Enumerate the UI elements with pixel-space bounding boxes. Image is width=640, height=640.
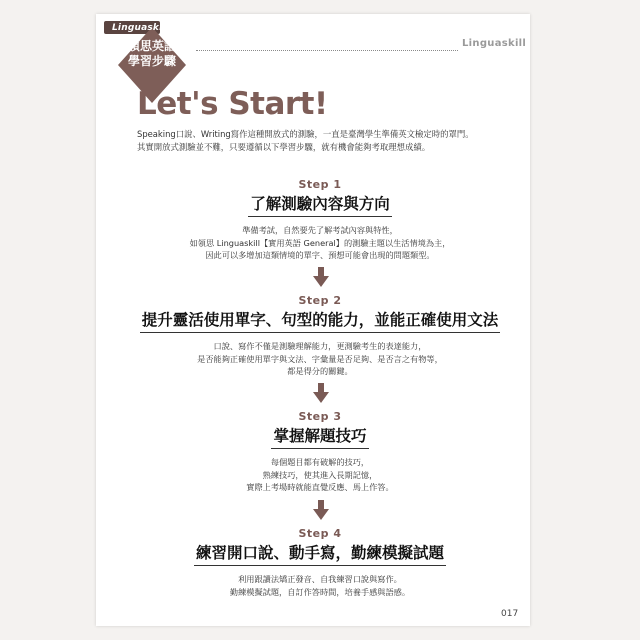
step-line: 是否能夠正確使用單字與文法、字彙量是否足夠、是否言之有物等， xyxy=(197,353,443,364)
step-line: 因此可以多增加這類情境的單字、預想可能會出現的問題類型。 xyxy=(205,250,435,261)
step-description xyxy=(110,340,530,378)
arrow-down-icon xyxy=(313,383,329,403)
step-heading: 提升靈活使用單字、句型的能力，並能正確使用文法 xyxy=(140,308,501,333)
step-3 xyxy=(110,410,530,494)
step-description xyxy=(110,573,530,598)
step-line: 勤練模擬試題，自訂作答時間，培養手感與語感。 xyxy=(229,586,411,597)
step-line: 口說、寫作不僅是測驗理解能力，更測驗考生的表達能力， xyxy=(213,341,427,351)
step-label: Step 2 xyxy=(298,294,342,307)
arrow-down-icon xyxy=(313,267,329,287)
badge-section-title xyxy=(127,39,177,69)
page-number: 017 xyxy=(501,609,519,619)
step-2 xyxy=(110,294,530,378)
step-description xyxy=(110,456,530,494)
step-1 xyxy=(110,178,530,262)
step-description xyxy=(110,224,530,262)
intro-line-2: 其實開放式測驗並不難，只要遵循以下學習步驟，就有機會能夠考取理想成績。 xyxy=(137,142,431,152)
badge-title-line-1: 領思英語 xyxy=(127,39,176,53)
step-heading: 了解測驗內容與方向 xyxy=(248,192,392,217)
step-line: 實際上考場時就能直覺反應、馬上作答。 xyxy=(246,482,394,493)
step-label: Step 1 xyxy=(298,178,342,191)
step-line: 熟練技巧，使其進入長期記憶， xyxy=(262,469,378,480)
step-4 xyxy=(110,527,530,598)
step-heading: 掌握解題技巧 xyxy=(271,424,368,449)
page-title: Let's Start! xyxy=(137,86,328,122)
step-label: Step 3 xyxy=(298,410,342,423)
step-line: 如領思 Linguaskill【實用英語 General】的測驗主題以生活情境為主， xyxy=(189,237,451,248)
badge-title-line-2: 學習步驟 xyxy=(127,54,176,68)
step-line: 準備考試，自然要先了解考試內容與特性， xyxy=(242,225,398,235)
step-heading: 練習開口說、動手寫，勤練模擬試題 xyxy=(194,541,446,566)
intro-paragraph xyxy=(137,128,507,154)
step-line: 利用跟讀法矯正發音、自我練習口說與寫作。 xyxy=(238,574,402,584)
header-brand: Linguaskill xyxy=(462,38,527,49)
step-line: 每個題目都有破解的技巧， xyxy=(270,457,370,467)
step-label: Step 4 xyxy=(298,527,342,540)
step-line: 都是得分的關鍵。 xyxy=(287,366,353,377)
intro-line-1: Speaking口說、Writing寫作這種開放式的測驗，一直是臺灣學生準備英文檢定時的罩門。 xyxy=(137,129,474,139)
header-dotted-rule xyxy=(196,50,458,51)
badge-brand-label: Linguaskill xyxy=(112,23,169,33)
arrow-down-icon xyxy=(313,500,329,520)
